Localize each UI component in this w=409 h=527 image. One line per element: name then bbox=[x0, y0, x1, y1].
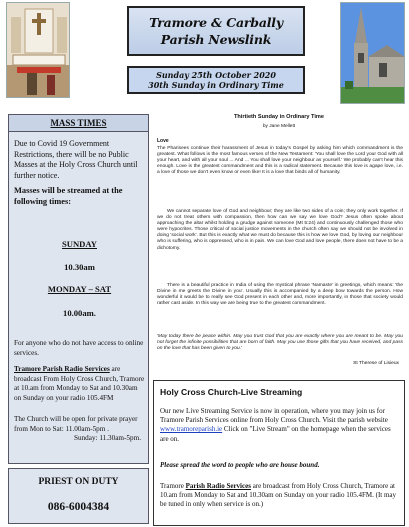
issue-date: Sunday 25th October 2020 bbox=[156, 69, 276, 80]
parish-name: Tramore & Carbally bbox=[149, 15, 283, 30]
radio-broadcast-notice bbox=[160, 482, 400, 510]
article-heading: Love bbox=[157, 138, 169, 144]
sunday-label: SUNDAY bbox=[61, 239, 98, 249]
article-paragraph-2: We cannot separate love of God and neighbour; they are like two sides of a coin; they only work together. If we do not treat others with compassion, then how can we say we love God? Jesus often spoke about approaching the altar whilst holding a grudge against someone (Mt 5:24) and continuously challenged those who were hypocrites. Those critical of social justice movements in the church often say we should not be involved in doing 'social work'. But this is exactly what we must do because this is how we love God, by loving our neighbour who is suffering, who is oppressed, who is in pain. We can love God and love people, there does not have to be a dichotomy. bbox=[157, 209, 403, 251]
priest-on-duty-label: PRIEST ON DUTY bbox=[38, 477, 119, 487]
sunday-time: 10.30am bbox=[64, 262, 95, 272]
newsletter-name: Parish Newslink bbox=[160, 32, 272, 47]
parish-website-link[interactable]: www.tramoreparish.ie bbox=[160, 425, 223, 434]
live-streaming-intro bbox=[160, 407, 400, 444]
date-box bbox=[127, 66, 305, 94]
article-paragraph-1: The Pharisees continue their harassment of Jesus in today's Gospel by asking him which commandment is the greatest. What follows is the most famous verses of the New Testament: 'You shall love the Lord your God with all your heart, and with all your soul ... And ... You shall love your neighbour as yourself.' We probably can't hear this enough. Love is the greatest commandment and this is a radical statement. Because this love is agape love, i.e. a love of those we don't even know or even like! It is a love that binds all of humanity. bbox=[157, 146, 403, 176]
weekday-label: MONDAY – SAT bbox=[47, 284, 112, 294]
altar-illustration bbox=[7, 3, 70, 98]
covid-notice: Due to Covid 19 Government Restrictions, there will be no Public Masses at the Holy Cross Church until further notice. bbox=[14, 139, 138, 180]
reflection-article bbox=[153, 108, 405, 376]
mass-times-heading: MASS TIMES bbox=[9, 115, 148, 132]
radio-service-name: Tramore Parish Radio Services bbox=[14, 365, 110, 373]
weekday-time: 10.00am. bbox=[63, 308, 96, 318]
article-title: Thirtieth Sunday in Ordinary Time bbox=[233, 114, 325, 120]
radio-prefix: Tramore bbox=[160, 482, 184, 490]
private-prayer-notice: The Church will be open for private prayer from Mon to Sat: 11.00am-5pm . bbox=[14, 415, 138, 433]
church-spire-illustration bbox=[341, 3, 405, 104]
church-exterior-photo bbox=[340, 2, 405, 104]
online-note: For anyone who do not have access to online services. bbox=[14, 339, 144, 357]
live-stream-instructions: Click on "Live Stream" on the homepage when the services are on. bbox=[160, 425, 391, 443]
radio-notice bbox=[14, 365, 145, 403]
newsletter-title-box bbox=[127, 6, 305, 56]
house-bound-notice: Please spread the word to people who are house bound. bbox=[160, 461, 320, 469]
live-streaming-intro-text: Our new Live Streaming Service is now in operation, where you may join us for Tramore Parish Services online from Holy Cross Church. bbox=[160, 407, 385, 425]
live-streaming-title: Holy Cross Church-Live Streaming bbox=[160, 387, 303, 397]
article-byline: by Jane Mellett bbox=[262, 124, 296, 129]
streamed-notice: Masses will be streamed at the following times: bbox=[14, 186, 123, 206]
private-prayer-sunday: Sunday: 11.30am-5pm. bbox=[73, 434, 141, 442]
church-interior-photo bbox=[6, 2, 70, 98]
radio-services-name: Parish Radio Services bbox=[185, 482, 251, 490]
radio-broadcast-text: are broadcast from Holy Cross Church, Tramore at 10.am from Monday to Sat and 10.30am on Sunday on your radio 105.4FM. (It may be tuned in only when service is on.) bbox=[160, 482, 397, 509]
mass-times-panel bbox=[8, 114, 149, 464]
radio-notice-text: are broadcast From Holy Cross Church, Tramore at 10.am from Monday to Sat and 10.30am on Sunday on your radio 105.4FM bbox=[14, 365, 145, 402]
live-streaming-panel bbox=[153, 380, 405, 526]
article-paragraph-3: There is a beautiful practice in India of using the mystical phrase 'Namaste' in greetings, which means: 'the Divine in me greets the Divine in you'. Usually this is accompanied by a deep bow towards the person. How wonderful it would be to really see God present in each other and, more importantly, in those that society would rather cast aside. In this way we are being true to the greatest commandment. bbox=[157, 283, 403, 307]
priest-on-duty-panel bbox=[8, 468, 149, 524]
website-prompt: Visit the parish website bbox=[322, 416, 388, 425]
article-quote: 'May today there be peace within. May you trust God that you are exactly where you are meant to be. May you not forget the infinite possibilities that are born of faith. May you use those gifts that you have received, and pass on the love that has been given to you.' bbox=[157, 334, 403, 352]
priest-phone-number: 086-6004384 bbox=[47, 501, 110, 513]
quote-attribution: St Therese of Lisieux bbox=[353, 361, 399, 366]
liturgical-day: 30th Sunday in Ordinary Time bbox=[148, 80, 284, 90]
